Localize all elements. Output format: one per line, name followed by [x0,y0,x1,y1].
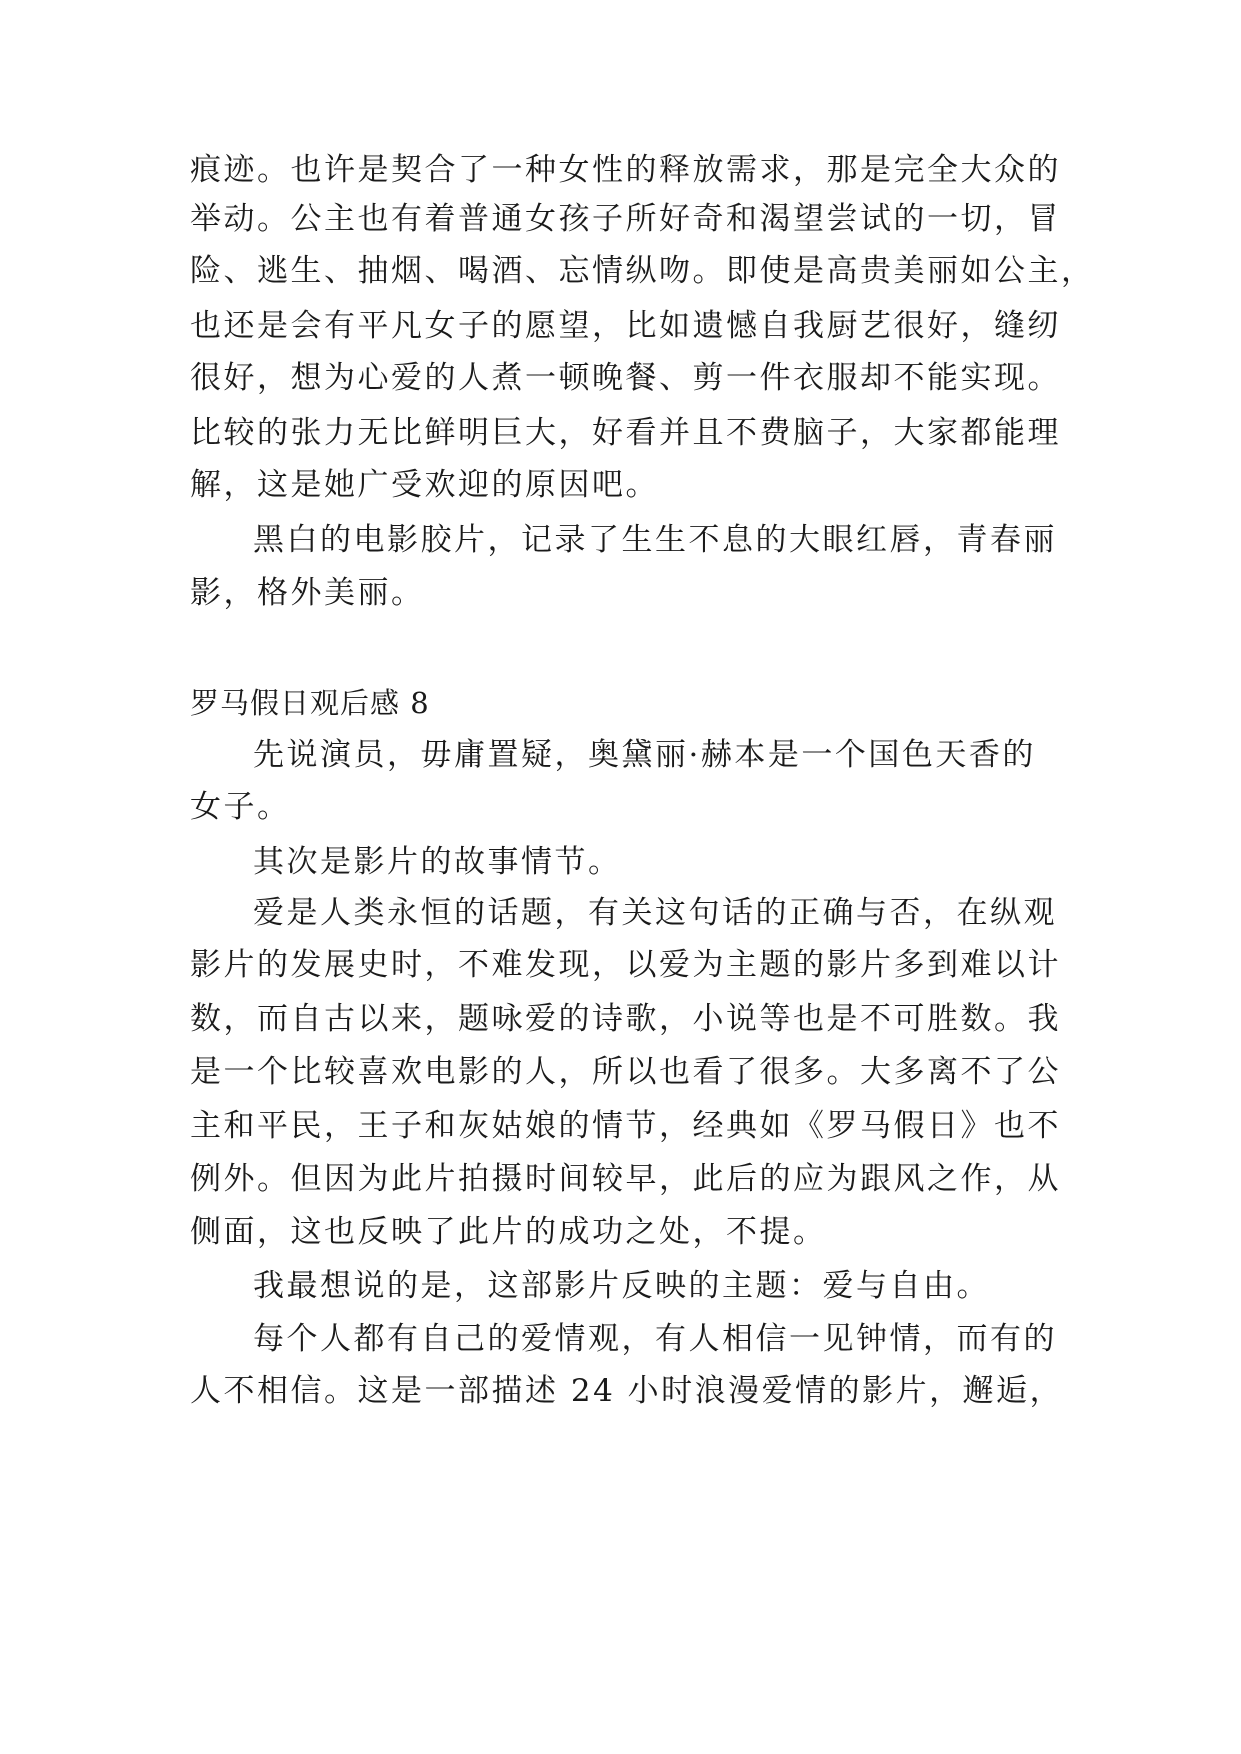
paragraph-line: 数，而自古以来，题咏爱的诗歌，小说等也是不可胜数。我 [190,1001,1061,1037]
paragraph-line: 举动。公主也有着普通女孩子所好奇和渴望尝试的一切，冒 [190,201,1061,237]
section-heading: 罗马假日观后感 8 [190,686,430,720]
paragraph-line: 例外。但因为此片拍摄时间较早，此后的应为跟风之作，从 [190,1161,1061,1197]
paragraph-line: 解，这是她广受欢迎的原因吧。 [190,467,659,503]
paragraph-line: 影，格外美丽。 [190,575,425,611]
paragraph-line: 每个人都有自己的爱情观，有人相信一见钟情，而有的 [253,1321,1057,1357]
paragraph-line: 先说演员，毋庸置疑，奥黛丽·赫本是一个国色天香的 [253,737,1036,773]
paragraph-line: 是一个比较喜欢电影的人，所以也看了很多。大多离不了公 [190,1054,1061,1090]
paragraph-line: 很好，想为心爱的人煮一顿晚餐、剪一件衣服却不能实现。 [190,360,1061,396]
paragraph-line: 痕迹。也许是契合了一种女性的释放需求，那是完全大众的 [190,152,1061,188]
paragraph-line: 黑白的电影胶片，记录了生生不息的大眼红唇，青春丽 [253,522,1057,558]
paragraph-line: 侧面，这也反映了此片的成功之处，不提。 [190,1214,827,1250]
paragraph-line: 人不相信。这是一部描述 24 小时浪漫爱情的影片，邂逅， [190,1373,1064,1409]
paragraph-line: 主和平民，王子和灰姑娘的情节，经典如《罗马假日》也不 [190,1108,1061,1144]
paragraph-line: 其次是影片的故事情节。 [253,844,622,880]
paragraph-line: 影片的发展史时，不难发现，以爱为主题的影片多到难以计 [190,947,1061,983]
paragraph-line: 女子。 [190,789,291,825]
paragraph-line: 也还是会有平凡女子的愿望，比如遗憾自我厨艺很好，缝纫 [190,308,1061,344]
paragraph-line: 险、逃生、抽烟、喝酒、忘情纵吻。即使是高贵美丽如公主， [190,253,1095,289]
paragraph-line: 比较的张力无比鲜明巨大，好看并且不费脑子，大家都能理 [190,415,1061,451]
paragraph-line: 我最想说的是，这部影片反映的主题：爱与自由。 [253,1268,990,1304]
paragraph-line: 爱是人类永恒的话题，有关这句话的正确与否，在纵观 [253,895,1057,931]
